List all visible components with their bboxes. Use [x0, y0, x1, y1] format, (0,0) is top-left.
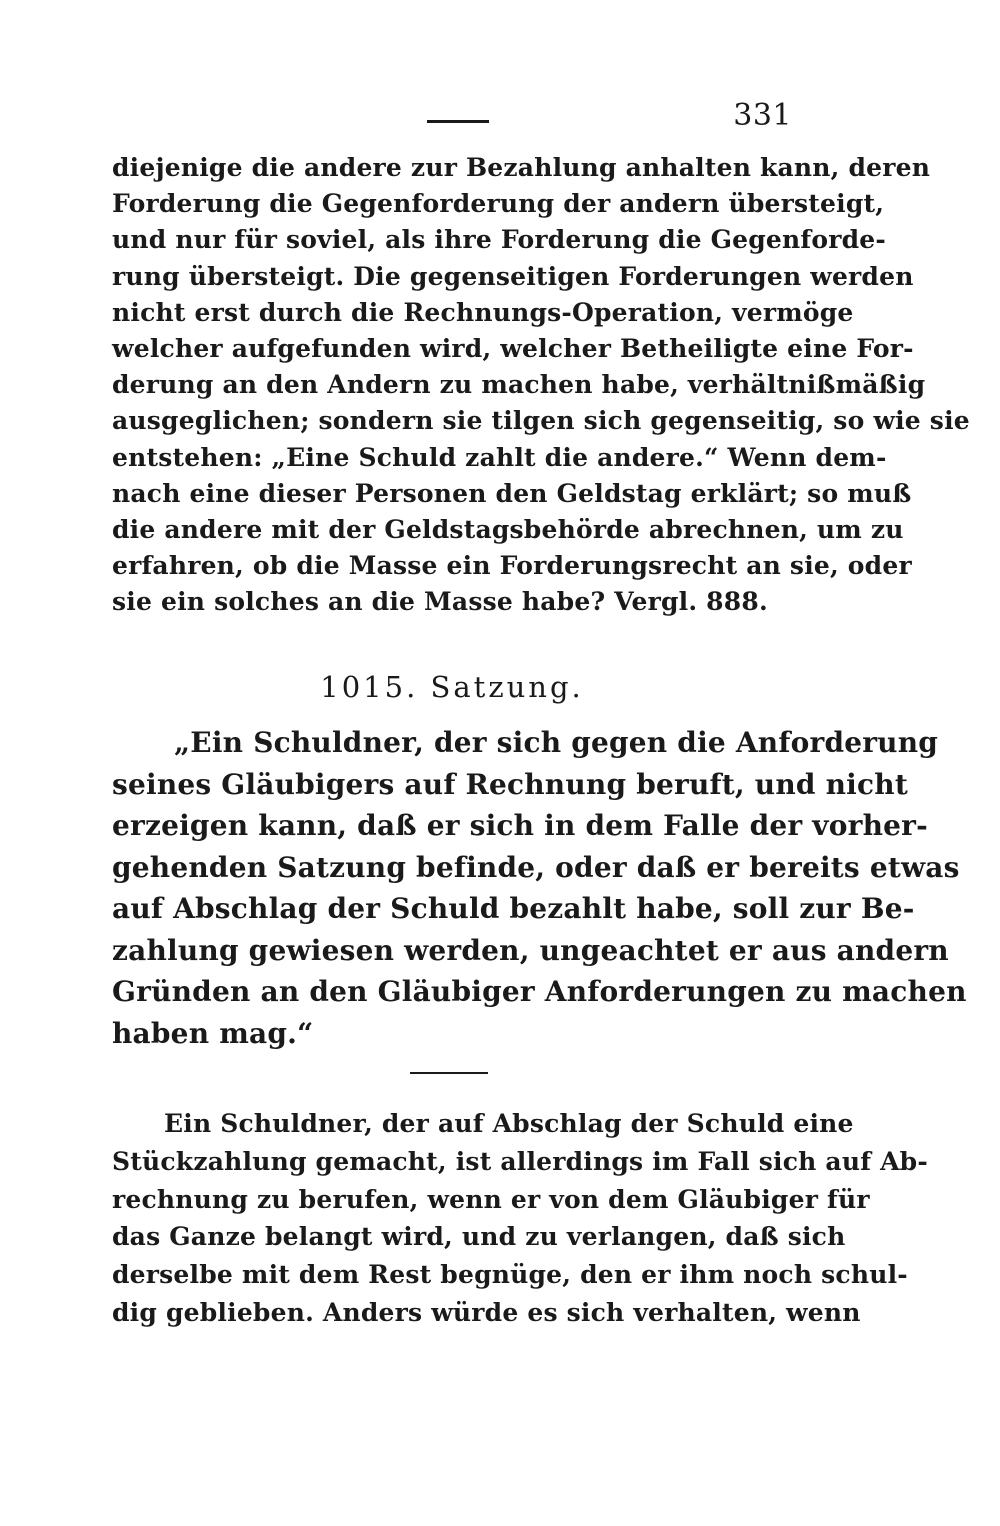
text-line: rung übersteigt. Die gegenseitigen Forderungen werden — [112, 261, 914, 291]
header-rule — [427, 120, 489, 123]
text-line: Ein Schuldner, der auf Abschlag der Schuld eine — [164, 1109, 854, 1138]
text-line: das Ganze belangt wird, und zu verlangen, daß sich — [112, 1222, 846, 1252]
text-line: Stückzahlung gemacht, ist allerdings im Fall sich auf Ab- — [112, 1146, 928, 1176]
text-line: haben mag.“ — [112, 1016, 314, 1050]
text-line: nach eine dieser Personen den Geldstag erklärt; so muß — [112, 478, 912, 508]
section-heading: 1015. Satzung. — [320, 670, 584, 704]
paragraph-1 — [112, 150, 970, 620]
text-line: nicht erst durch die Rechnungs-Operation, vermöge — [112, 297, 854, 327]
text-line: zahlung gewiesen werden, ungeachtet er aus andern — [112, 933, 949, 967]
text-line: rechnung zu berufen, wenn er von dem Gläubiger für — [112, 1184, 870, 1214]
text-line: seines Gläubigers auf Rechnung beruft, und nicht — [112, 767, 908, 801]
text-line: dig geblieben. Anders würde es sich verhalten, wenn — [112, 1297, 861, 1327]
text-line: Gründen an den Gläubiger Anforderungen zu machen — [112, 975, 967, 1008]
text-line: gehenden Satzung befinde, oder daß er bereits etwas — [112, 850, 960, 884]
page-header — [112, 98, 792, 138]
text-line: welcher aufgefunden wird, welcher Betheiligte eine For- — [112, 333, 914, 363]
text-line: entstehen: „Eine Schuld zahlt die andere.“ Wenn dem- — [112, 442, 887, 472]
page-number: 331 — [733, 98, 792, 133]
text-line: diejenige die andere zur Bezahlung anhalten kann, deren — [112, 153, 931, 182]
text-line: derselbe mit dem Rest begnüge, den er ihm noch schul- — [112, 1260, 908, 1290]
paragraph-3 — [112, 1105, 928, 1332]
text-line: und nur für soviel, als ihre Forderung die Gegenforde- — [112, 225, 886, 255]
text-line: derung an den Andern zu machen habe, verhältnißmäßig — [112, 370, 926, 400]
text-line: sie ein solches an die Masse habe? Vergl. 888. — [112, 587, 768, 617]
text-line: „Ein Schuldner, der sich gegen die Anforderung — [174, 726, 939, 759]
paragraph-2-quote — [112, 722, 967, 1054]
text-line: erzeigen kann, daß er sich in dem Falle der vorher- — [112, 809, 928, 842]
text-line: ausgeglichen; sondern sie tilgen sich gegenseitig, so wie sie — [112, 406, 970, 436]
text-line: die andere mit der Geldstagsbehörde abrechnen, um zu — [112, 514, 904, 544]
text-line: auf Abschlag der Schuld bezahlt habe, soll zur Be- — [112, 892, 915, 925]
text-line: Forderung die Gegenforderung der andern übersteigt, — [112, 189, 885, 219]
section-divider — [410, 1072, 488, 1074]
text-line: erfahren, ob die Masse ein Forderungsrecht an sie, oder — [112, 551, 912, 581]
